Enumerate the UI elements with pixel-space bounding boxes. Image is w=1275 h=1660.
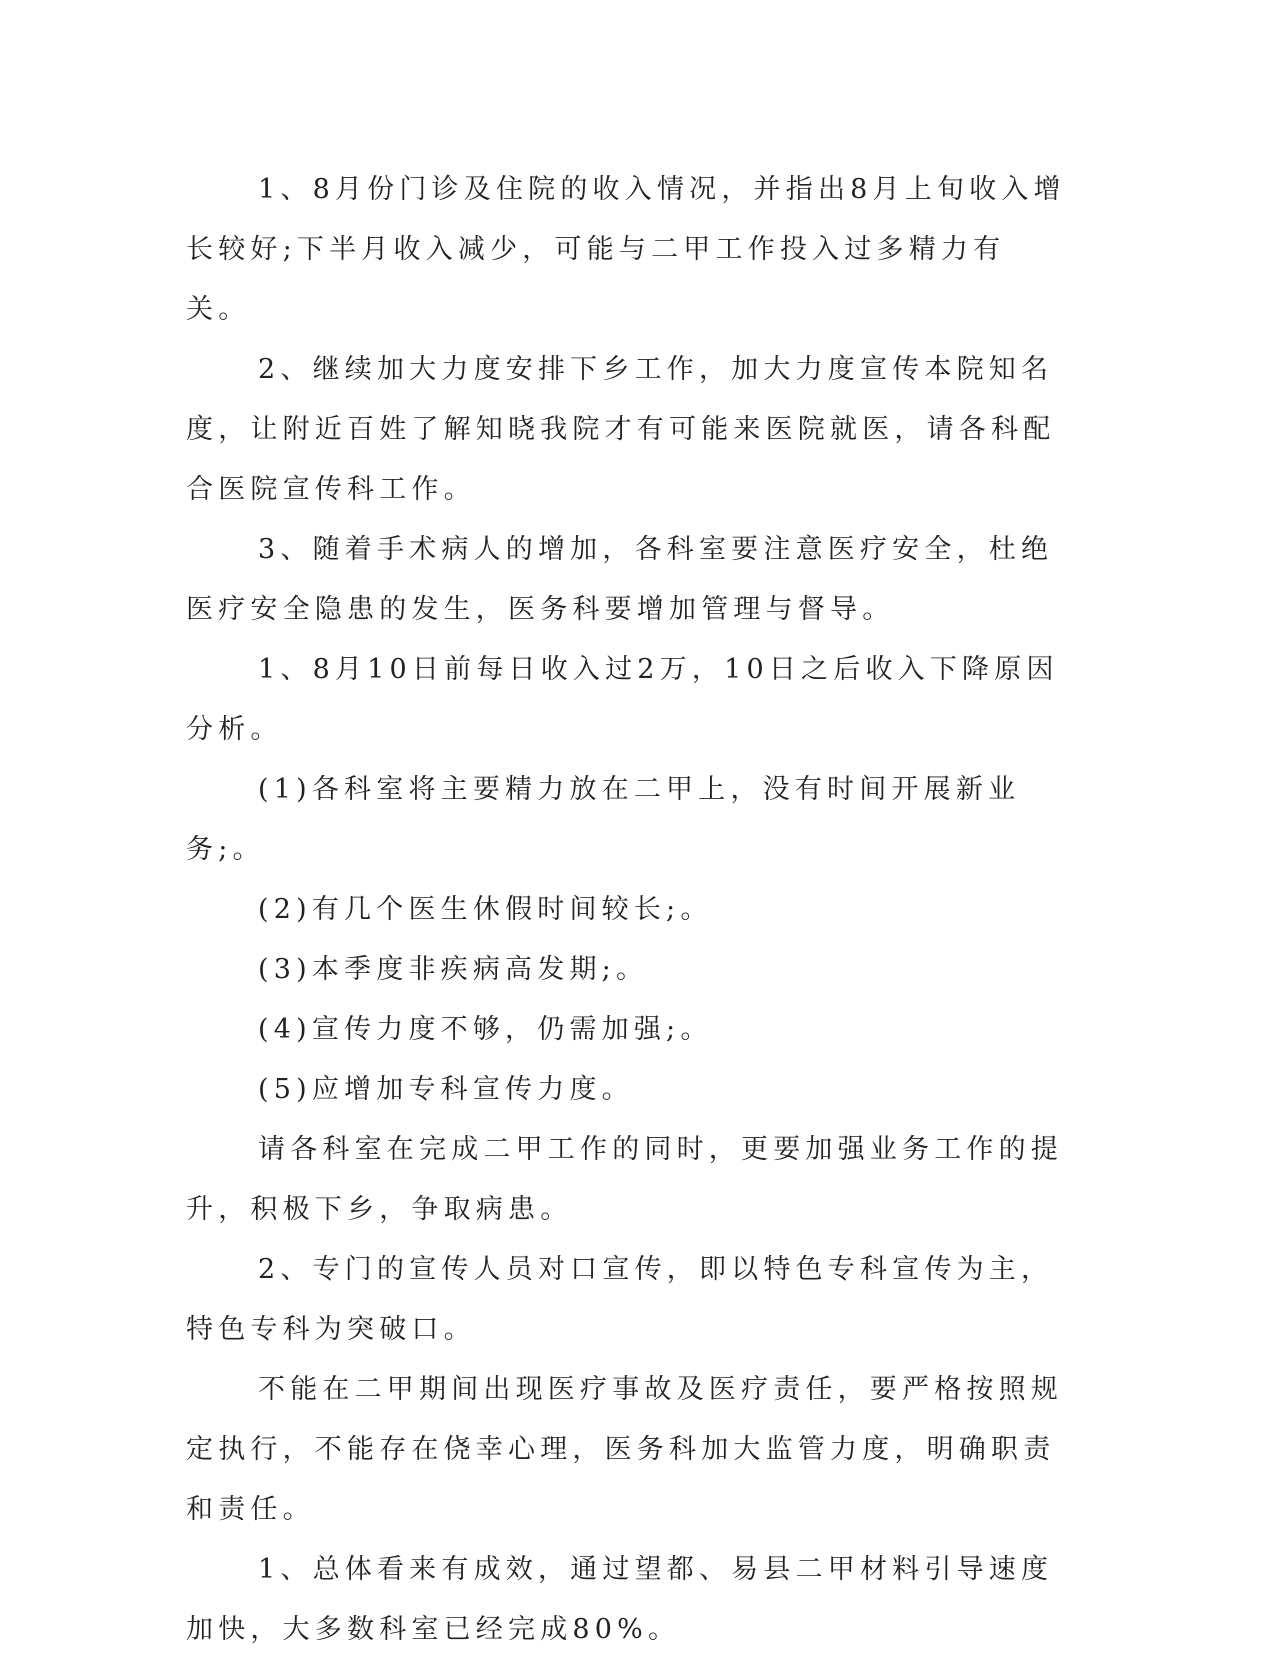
- paragraph-no-accidents: 不能在二甲期间出现医疗事故及医疗责任，要严格按照规定执行，不能存在侥幸心理，医务科加大监管力度，明确职责和责任。: [186, 1374, 1063, 1525]
- paragraph-progress-overview: 1、总体看来有成效，通过望都、易县二甲材料引导速度加快，大多数科室已经完成80%。: [186, 1554, 1054, 1645]
- list-item-reason-1: (1)各科室将主要精力放在二甲上，没有时间开展新业务;。: [186, 774, 1021, 865]
- list-item-reason-5: (5)应增加专科宣传力度。: [258, 1074, 634, 1105]
- list-item-reason-4: (4)宣传力度不够，仍需加强;。: [258, 1014, 713, 1045]
- paragraph-revenue-decline: 1、8月10日前每日收入过2万，10日之后收入下降原因分析。: [186, 654, 1059, 745]
- paragraph-dedicated-publicity: 2、专门的宣传人员对口宣传，即以特色专科宣传为主，特色专科为突破口。: [186, 1254, 1054, 1345]
- document-body: [186, 160, 1066, 1660]
- paragraph-business-improvement: 请各科室在完成二甲工作的同时，更要加强业务工作的提升，积极下乡，争取病患。: [186, 1134, 1063, 1225]
- list-item-reason-2: (2)有几个医生休假时间较长;。: [258, 894, 713, 925]
- paragraph-revenue-summary: 1、8月份门诊及住院的收入情况，并指出8月上旬收入增长较好;下半月收入减少，可能与二甲工作投入过多精力有关。: [186, 174, 1066, 325]
- paragraph-outreach-publicity: 2、继续加大力度安排下乡工作，加大力度宣传本院知名度，让附近百姓了解知晓我院才有可能来医院就医，请各科配合医院宣传科工作。: [186, 354, 1056, 505]
- list-item-reason-3: (3)本季度非疾病高发期;。: [258, 954, 649, 985]
- paragraph-medical-safety: 3、随着手术病人的增加，各科室要注意医疗安全，杜绝医疗安全隐患的发生，医务科要增加管理与督导。: [186, 534, 1054, 625]
